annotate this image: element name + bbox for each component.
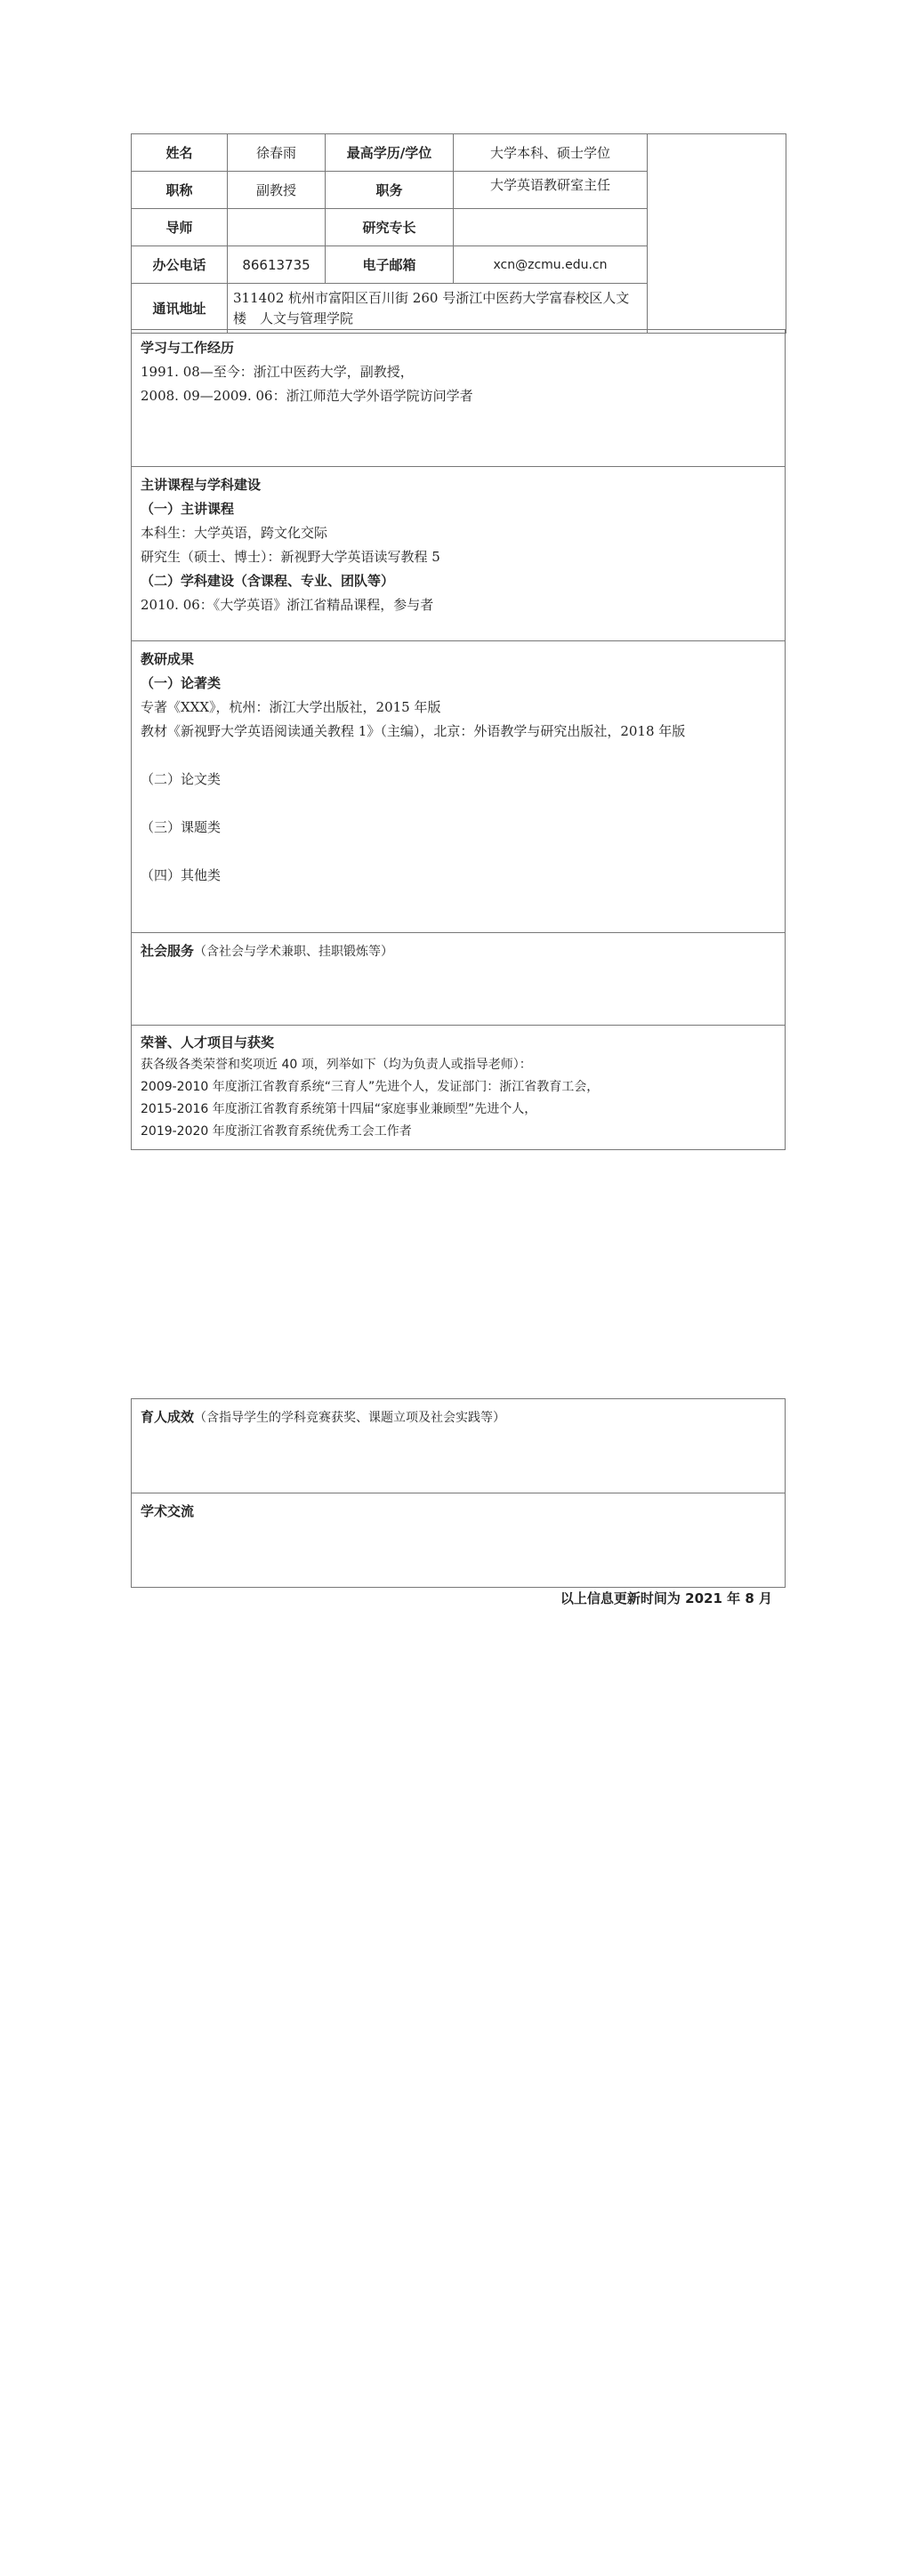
education-results-heading [141,1409,505,1425]
experience-title: 学习与工作经历 [141,340,235,356]
position-value: 大学英语教研室主任 [454,172,648,209]
title-value: 副教授 [228,172,326,209]
research-subheading-projects: （三）课题类 [141,819,222,835]
research-subheading-papers: （二）论文类 [141,771,222,787]
courses-title: 主讲课程与学科建设 [141,477,262,493]
address-value: 311402 杭州市富阳区百川街 260 号浙江中医药大学富春校区人文楼 人文与管理学院 [228,284,648,334]
education-results-title: 育人成效 [141,1409,195,1425]
address-label: 通讯地址 [132,284,228,334]
supervisor-value [228,209,326,246]
phone-value: 86613735 [228,246,326,284]
course-item: 研究生（硕士、博士）：新视野大学英语读写教程 5 [141,549,440,565]
phone-label: 办公电话 [132,246,228,284]
research-subheading-others: （四）其他类 [141,867,222,883]
title-label: 职称 [132,172,228,209]
service-title: 社会服务 [141,943,195,959]
experience-item: 1991. 08—至今：浙江中医药大学，副教授， [141,364,414,380]
discipline-item: 2010. 06：《大学英语》浙江省精品课程，参与者 [141,597,434,613]
supervisor-label: 导师 [132,209,228,246]
experience-item: 2008. 09—2009. 06：浙江师范大学外语学院访问学者 [141,388,473,404]
research-subheading-works: （一）论著类 [141,675,222,691]
research-item: 专著《XXX》，杭州：浙江大学出版社，2015 年版 [141,699,441,715]
honors-title: 荣誉、人才项目与获奖 [141,1034,275,1051]
honors-item: 2019-2020 年度浙江省教育系统优秀工会工作者 [141,1124,412,1139]
education-results-note: （含指导学生的学科竞赛获奖、课题立项及社会实践等） [194,1411,506,1425]
degree-label: 最高学历/学位 [326,134,454,172]
profile-sections-table-page2 [131,1398,786,1588]
position-label: 职务 [326,172,454,209]
profile-sections-table [131,329,786,1150]
section-service [132,933,786,1026]
section-honors [132,1026,786,1150]
name-value: 徐春雨 [228,134,326,172]
honors-item: 2009-2010 年度浙江省教育系统“三育人”先进个人，发证部门：浙江省教育工会， [141,1080,600,1094]
service-note: （含社会与学术兼职、挂职锻炼等） [194,945,394,959]
update-time-note: 以上信息更新时间为 2021 年 8 月 [560,1590,772,1606]
email-label: 电子邮箱 [326,246,454,284]
honors-item: 2015-2016 年度浙江省教育系统第十四届“家庭事业兼顾型”先进个人， [141,1102,537,1116]
research-label: 研究专长 [326,209,454,246]
research-value [454,209,648,246]
section-research [132,641,786,933]
photo-area [648,134,786,334]
section-academic-exchange [132,1493,786,1588]
email-value: xcn@zcmu.edu.cn [454,246,648,284]
service-heading [141,943,393,959]
research-item: 教材《新视野大学英语阅读通关教程 1》（主编），北京：外语教学与研究出版社，2018 年版 [141,723,686,739]
section-education-results [132,1399,786,1493]
exchange-title: 学术交流 [141,1503,195,1519]
degree-value: 大学本科、硕士学位 [454,134,648,172]
honors-item: 获各级各类荣誉和奖项近 40 项，列举如下（均为负责人或指导老师）： [141,1058,532,1072]
courses-subheading: （一）主讲课程 [141,501,235,517]
section-courses [132,467,786,641]
discipline-subheading: （二）学科建设（含课程、专业、团队等） [141,573,395,589]
name-label: 姓名 [132,134,228,172]
course-item: 本科生：大学英语，跨文化交际 [141,525,328,541]
row-name [132,134,786,172]
section-experience [132,330,786,467]
research-title: 教研成果 [141,651,195,667]
basic-info-table [131,133,786,334]
